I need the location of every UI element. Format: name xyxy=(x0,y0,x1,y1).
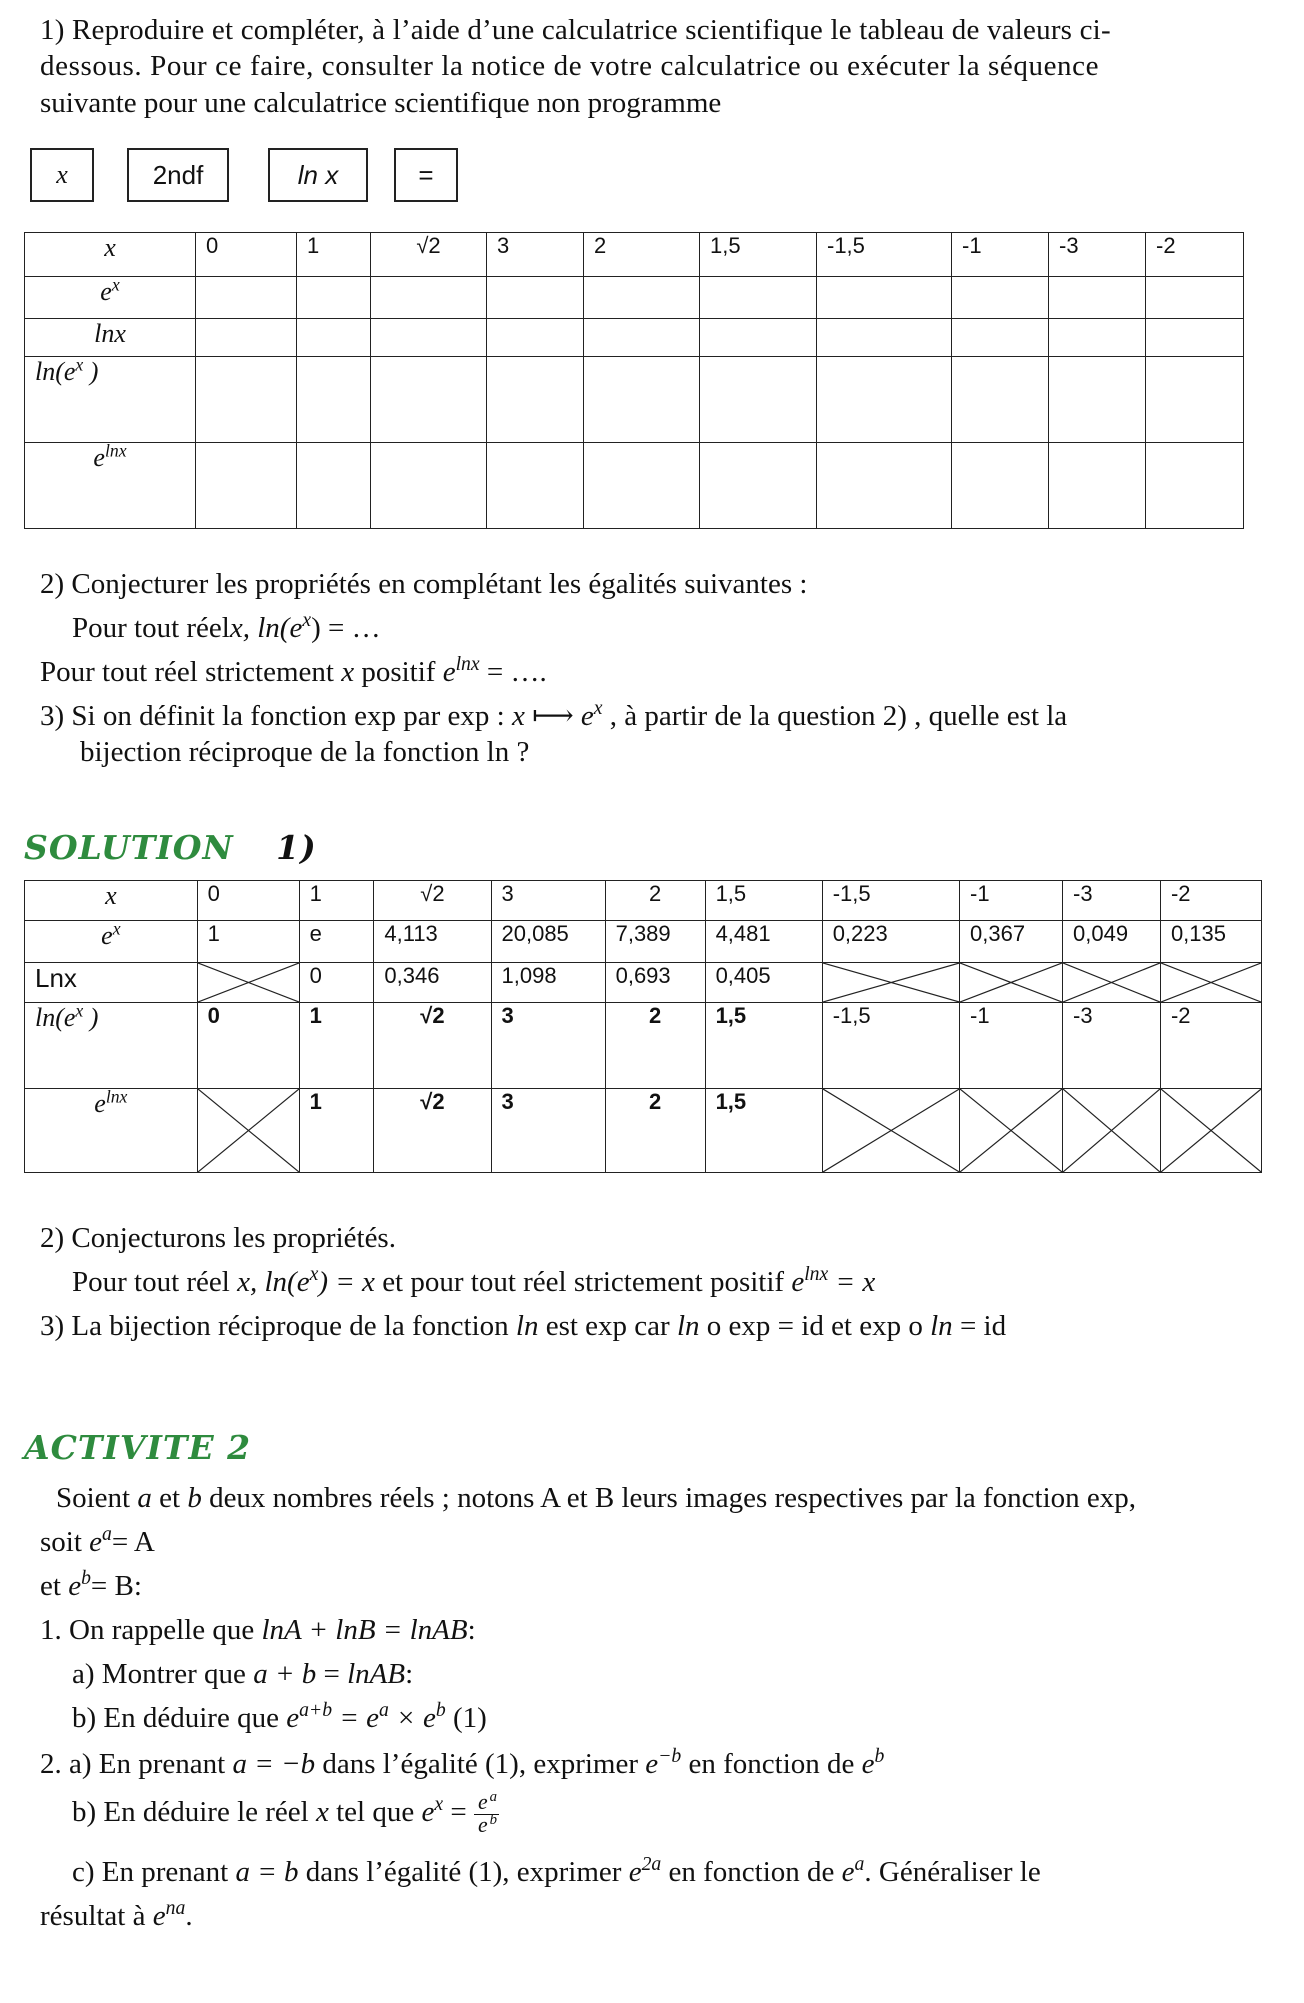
table1-col: -3 xyxy=(1049,233,1146,277)
fraction xyxy=(474,1788,499,1837)
text: Pour tout réel strictement xyxy=(40,656,342,688)
math: × e xyxy=(388,1702,436,1734)
sol-label-lnx: Lnx xyxy=(25,963,198,1003)
sol-cell: 3 xyxy=(491,1089,605,1173)
text: en fonction de xyxy=(661,1856,842,1888)
sol-col: -3 xyxy=(1063,881,1161,921)
math: b xyxy=(187,1482,202,1514)
values-table-solution xyxy=(24,880,1262,1173)
math-exp: a xyxy=(854,1853,865,1876)
table1-col: 1 xyxy=(297,233,371,277)
label-exp: lnx xyxy=(104,440,127,461)
sol-cell: 0,346 xyxy=(374,963,491,1003)
math-exp: −b xyxy=(658,1745,682,1768)
sol-cell: 3 xyxy=(491,1003,605,1089)
activite-item-2c xyxy=(72,1854,1282,1890)
text: 3) La bijection réciproque de la fonction xyxy=(40,1310,516,1342)
math-exp: b xyxy=(81,1567,91,1590)
math-exp: a+b xyxy=(299,1699,333,1722)
text: = A xyxy=(111,1526,155,1558)
label-base: e xyxy=(101,921,113,950)
math: e xyxy=(68,1570,82,1602)
math: e xyxy=(286,1702,300,1734)
activite-intro xyxy=(56,1480,1136,1516)
math-exp: 2a xyxy=(641,1853,662,1876)
sol-row-elnx xyxy=(25,1089,1262,1173)
table1-row-lnex xyxy=(25,357,1244,443)
sol-cell: 4,481 xyxy=(705,921,822,963)
text: dans l’égalité (1), exprimer xyxy=(315,1748,646,1780)
sol-cell: 1 xyxy=(197,921,299,963)
table1-header-row xyxy=(25,233,1244,277)
math: e xyxy=(89,1526,103,1558)
text: = …. xyxy=(479,656,547,688)
key-equals: = xyxy=(394,148,458,202)
conjecture-line xyxy=(72,1264,875,1300)
q2-line2 xyxy=(40,654,547,690)
activite-heading: ACTIVITE 2 xyxy=(24,1428,252,1467)
text: = B: xyxy=(90,1570,142,1602)
math: x xyxy=(341,656,355,688)
math: ln xyxy=(515,1310,539,1342)
sol-cell: 0 xyxy=(299,963,374,1003)
crossed-cell xyxy=(197,1089,299,1173)
activite-item-1a xyxy=(72,1656,413,1692)
sol-cell: √2 xyxy=(374,1089,491,1173)
text: : xyxy=(405,1658,414,1690)
label-exp: lnx xyxy=(105,1086,128,1107)
table1-row-lnx xyxy=(25,319,1244,357)
label-base: ln(e xyxy=(35,357,76,386)
q2-title: 2) Conjecturer les propriétés en complétant les égalités suivantes : xyxy=(40,568,808,600)
table1-col: √2 xyxy=(371,233,487,277)
math: e xyxy=(442,656,456,688)
text: et xyxy=(151,1482,188,1514)
math: ln xyxy=(676,1310,700,1342)
sol-cell: 2 xyxy=(605,1089,705,1173)
text: 1. On rappelle que xyxy=(40,1614,262,1646)
text: tel que xyxy=(328,1795,422,1828)
sol-cell: e xyxy=(299,921,374,963)
activite-item-2b xyxy=(72,1788,499,1837)
sol-col: 0 xyxy=(197,881,299,921)
sol-row-ex xyxy=(25,921,1262,963)
crossed-cell xyxy=(822,963,959,1003)
text: soit xyxy=(40,1526,90,1558)
sol-col: √2 xyxy=(374,881,491,921)
fraction-numerator: e $^a$ xyxy=(474,1792,499,1815)
math: lnA + lnB = lnAB xyxy=(261,1614,468,1646)
fraction-denominator: e $^b$ xyxy=(477,1811,497,1837)
text: positif xyxy=(354,656,443,688)
question-2 xyxy=(40,566,1280,602)
math-exp: a xyxy=(102,1523,112,1546)
math: e xyxy=(841,1856,855,1888)
activite-item-1 xyxy=(40,1612,476,1648)
activite-item-1b xyxy=(72,1700,487,1736)
label-base: e xyxy=(93,443,105,472)
activite-item-2c-cont xyxy=(40,1898,193,1934)
sol-label-ex xyxy=(25,918,198,963)
math: a = b xyxy=(235,1856,299,1888)
conjecture-title: 2) Conjecturons les propriétés. xyxy=(40,1222,396,1254)
text: ) = … xyxy=(311,612,381,644)
sol-label-elnx xyxy=(25,1086,198,1173)
text: : xyxy=(467,1614,476,1646)
math-exp: na xyxy=(165,1897,186,1920)
table1-col: 2 xyxy=(584,233,700,277)
sol-cell: -1 xyxy=(960,1003,1063,1089)
q2-line1 xyxy=(72,610,381,646)
reciprocal-line xyxy=(40,1308,1006,1344)
table1-label-ex xyxy=(25,274,196,319)
q1-line2: dessous. Pour ce faire, consulter la notice de votre calculatrice ou exécuter la séquence xyxy=(40,50,1100,83)
math-exp: x xyxy=(309,1263,319,1286)
label-base: ln(e xyxy=(35,1003,76,1032)
sol-col: -1 xyxy=(960,881,1063,921)
label-exp: x xyxy=(111,274,120,295)
math-exp: lnx xyxy=(804,1263,829,1286)
math: ln xyxy=(930,1310,953,1342)
crossed-cell xyxy=(960,1089,1063,1173)
crossed-cell xyxy=(960,963,1063,1003)
crossed-cell xyxy=(1160,1089,1261,1173)
sol-cell: 1 xyxy=(299,1003,374,1089)
math: e xyxy=(791,1266,805,1298)
sol-col: 2 xyxy=(605,881,705,921)
activite-et xyxy=(40,1568,142,1604)
text: et pour tout réel strictement positif xyxy=(374,1266,792,1298)
values-table-blank xyxy=(24,232,1244,529)
activite-item-2a xyxy=(40,1746,884,1782)
math: lnAB xyxy=(347,1658,406,1690)
sol-header-row xyxy=(25,881,1262,921)
sol-label-lnex xyxy=(25,1000,198,1089)
table1-col: 1,5 xyxy=(700,233,817,277)
sol-cell: 0,049 xyxy=(1063,921,1161,963)
sol-cell: 1,5 xyxy=(705,1003,822,1089)
sol-cell: 20,085 xyxy=(491,921,605,963)
text: Soient xyxy=(56,1482,138,1514)
q1-line3: suivante pour une calculatrice scientifique non programme xyxy=(40,86,722,119)
sol-cell: 1 xyxy=(299,1089,374,1173)
sol-cell: 0,135 xyxy=(1160,921,1261,963)
table1-col: 0 xyxy=(196,233,297,277)
activite-soit xyxy=(40,1524,155,1560)
sol-cell: 0,223 xyxy=(822,921,959,963)
table1-col: 3 xyxy=(487,233,584,277)
solution-heading xyxy=(24,828,317,867)
text: b) En déduire le réel xyxy=(72,1795,316,1828)
math: a = −b xyxy=(232,1748,316,1780)
sol-cell: 0,693 xyxy=(605,963,705,1003)
math: x ⟼ e xyxy=(511,700,594,732)
solution-part: 1) xyxy=(276,828,317,867)
text: Pour tout réel xyxy=(72,1266,238,1298)
question-1 xyxy=(40,12,1280,121)
text: . Généraliser le xyxy=(864,1856,1041,1888)
sol-cell: √2 xyxy=(374,1003,491,1089)
label-tail: ) xyxy=(83,357,99,386)
sol-col: -2 xyxy=(1160,881,1261,921)
text: résultat à xyxy=(40,1900,153,1932)
crossed-cell xyxy=(822,1089,959,1173)
math: x, ln(e xyxy=(237,1266,310,1298)
table1-row-elnx xyxy=(25,443,1244,529)
sol-col: 1 xyxy=(299,881,374,921)
label-tail: ) xyxy=(83,1003,99,1032)
label-base: e xyxy=(94,1089,106,1118)
math-exp: x xyxy=(302,609,312,632)
math: a xyxy=(137,1482,152,1514)
sol-col: -1,5 xyxy=(822,881,959,921)
solution-title: SOLUTION xyxy=(24,828,234,867)
sol-cell: -2 xyxy=(1160,1003,1261,1089)
table1-header-x: x xyxy=(25,233,196,277)
sol-cell: 0,367 xyxy=(960,921,1063,963)
text: deux nombres réels ; notons A et B leurs images respectives par la fonction exp, xyxy=(201,1482,1137,1514)
math: e xyxy=(421,1795,435,1828)
crossed-cell xyxy=(1160,963,1261,1003)
math: e xyxy=(861,1748,875,1780)
label-exp: x xyxy=(112,918,121,939)
text: et xyxy=(40,1570,69,1602)
text: c) En prenant xyxy=(72,1856,236,1888)
text: est exp car xyxy=(538,1310,677,1342)
text: = xyxy=(316,1658,348,1690)
table1-label-lnx: lnx xyxy=(25,319,196,357)
table1-col: -2 xyxy=(1146,233,1244,277)
text: a) Montrer que xyxy=(72,1658,254,1690)
sol-col: 3 xyxy=(491,881,605,921)
text: o exp = id et exp o xyxy=(699,1310,931,1342)
crossed-cell xyxy=(1063,963,1161,1003)
sol-row-lnex xyxy=(25,1003,1262,1089)
text: = xyxy=(443,1795,474,1828)
sol-cell: 0 xyxy=(197,1003,299,1089)
math: e xyxy=(628,1856,642,1888)
table1-label-elnx xyxy=(25,440,196,529)
table1-col: -1 xyxy=(952,233,1049,277)
table1-row-ex xyxy=(25,277,1244,319)
text: b) En déduire que xyxy=(72,1702,287,1734)
text: . xyxy=(185,1900,193,1932)
table1-label-lnex xyxy=(25,354,196,443)
sol-cell: 1,098 xyxy=(491,963,605,1003)
label-base: e xyxy=(100,277,112,306)
question-3 xyxy=(40,698,1280,771)
math-exp: x xyxy=(593,697,603,720)
sol-cell: 4,113 xyxy=(374,921,491,963)
math-exp: lnx xyxy=(455,653,480,676)
text: 2. a) En prenant xyxy=(40,1748,233,1780)
sol-row-lnx xyxy=(25,963,1262,1003)
text: Pour tout réel xyxy=(72,612,230,644)
math: a + b xyxy=(253,1658,317,1690)
label-exp: x xyxy=(75,354,84,375)
math: x, ln(e xyxy=(229,612,303,644)
math: = e xyxy=(332,1702,380,1734)
math-exp: a xyxy=(379,1699,389,1722)
math: e xyxy=(152,1900,166,1932)
crossed-cell xyxy=(1063,1089,1161,1173)
math: = x xyxy=(828,1266,876,1298)
crossed-cell xyxy=(197,963,299,1003)
math: x xyxy=(315,1795,329,1828)
sol-cell: 1,5 xyxy=(705,1089,822,1173)
text: , à partir de la question 2) , quelle est la xyxy=(602,700,1068,732)
math: e xyxy=(645,1748,659,1780)
key-x: x xyxy=(30,148,94,202)
key-2ndf: 2ndf xyxy=(127,148,229,202)
math-exp: x xyxy=(434,1793,444,1816)
sol-cell: 7,389 xyxy=(605,921,705,963)
q3-line2: bijection réciproque de la fonction ln ? xyxy=(80,736,530,769)
sol-cell: -3 xyxy=(1063,1003,1161,1089)
math-exp: b xyxy=(435,1699,446,1722)
text: 3) Si on définit la fonction exp par exp : xyxy=(40,700,512,732)
label-exp: x xyxy=(75,1000,84,1021)
sol-cell: -1,5 xyxy=(822,1003,959,1089)
sol-header-x: x xyxy=(25,881,198,921)
sol-col: 1,5 xyxy=(705,881,822,921)
text: en fonction de xyxy=(681,1748,862,1780)
math: ) = x xyxy=(318,1266,375,1298)
text: dans l’égalité (1), exprimer xyxy=(298,1856,629,1888)
math-exp: b xyxy=(874,1745,885,1768)
sol-cell: 0,405 xyxy=(705,963,822,1003)
q1-line1: 1) Reproduire et compléter, à l’aide d’une calculatrice scientifique le tableau de valeurs ci- xyxy=(40,14,1111,46)
key-ln-x: ln x xyxy=(268,148,368,202)
text: = id xyxy=(952,1310,1007,1342)
table1-col: -1,5 xyxy=(817,233,952,277)
text: (1) xyxy=(445,1702,487,1734)
sol-cell: 2 xyxy=(605,1003,705,1089)
